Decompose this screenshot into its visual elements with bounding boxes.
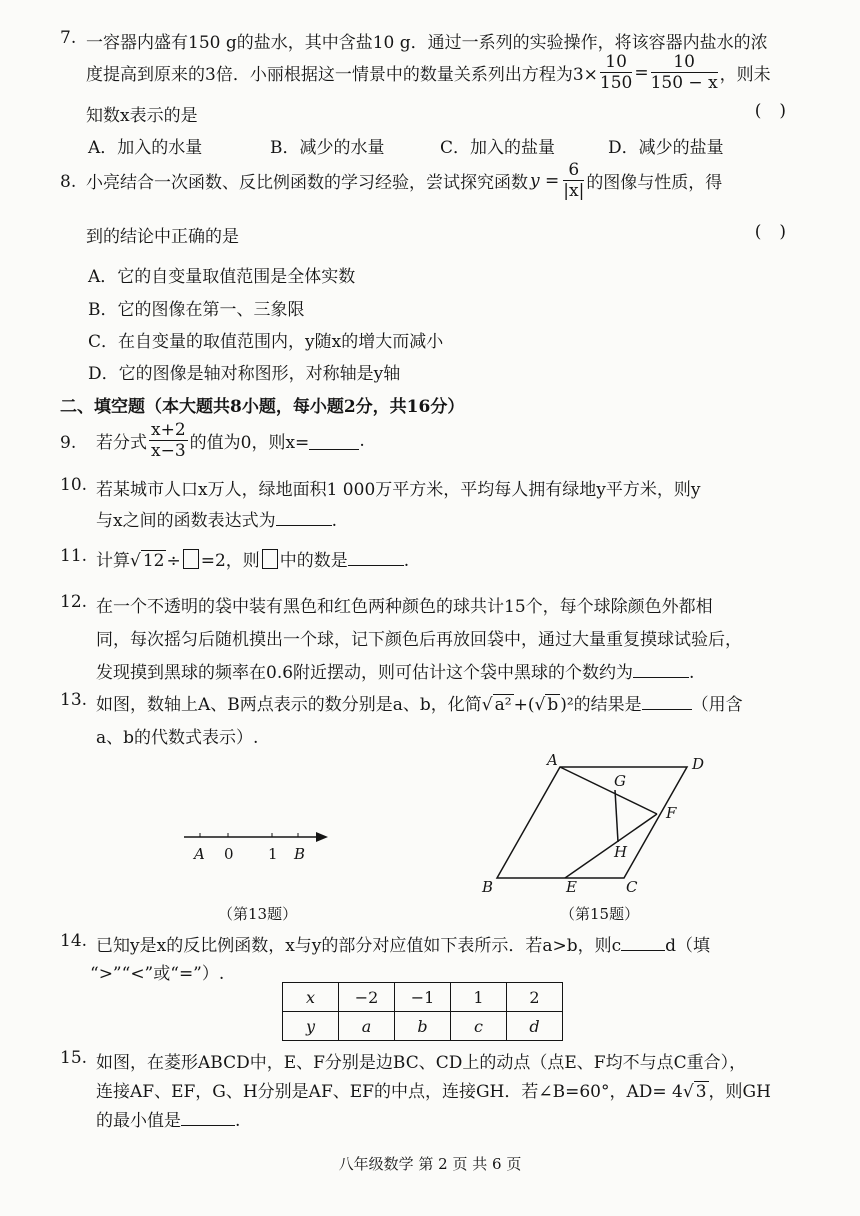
point-label-f: F bbox=[666, 804, 677, 822]
table-cell: −1 bbox=[395, 983, 451, 1012]
answer-blank[interactable] bbox=[642, 693, 692, 710]
denominator: x−3 bbox=[151, 441, 186, 461]
segment-ef bbox=[565, 814, 657, 878]
fraction bbox=[563, 160, 584, 201]
q15-line2: 连接AF、EF，G、H分别是AF、EF的中点，连接GH．若∠B=60°，AD= 4√ 3 ，则GH bbox=[96, 1082, 771, 1102]
q12-line3-text: 发现摸到黑球的频率在0.6附近摆动，则可估计这个袋中黑球的个数约为 bbox=[96, 663, 634, 683]
q7-line3: 知数x表示的是 bbox=[86, 106, 198, 126]
table-row bbox=[283, 1012, 563, 1041]
period: . bbox=[359, 430, 365, 451]
vertex-label-a: A bbox=[547, 751, 558, 769]
q15-text: 连接AF、EF，G、H分别是AF、EF的中点，连接GH．若∠B=60°，AD= 4 bbox=[96, 1082, 683, 1102]
q10-line1: 若某城市人口x万人，绿地面积1 000万平方米，平均每人拥有绿地y平方米，则y bbox=[96, 480, 701, 500]
radicand: b bbox=[547, 695, 559, 715]
unknown-box bbox=[262, 549, 278, 569]
q9-text-end: 的值为0，则x= bbox=[189, 433, 310, 453]
denominator: |x| bbox=[563, 181, 585, 201]
numerator: 6 bbox=[563, 160, 584, 181]
tick-label-1: 1 bbox=[268, 845, 278, 863]
unknown-box bbox=[183, 549, 199, 569]
answer-parentheses[interactable]: () bbox=[754, 222, 804, 242]
radicand: a² bbox=[494, 695, 512, 715]
question-number: 7. bbox=[60, 28, 77, 48]
page-footer: 八年级数学 第 2 页 共 6 页 bbox=[338, 1155, 522, 1173]
option-a[interactable]: A．加入的水量 bbox=[88, 138, 203, 158]
table-cell: −2 bbox=[339, 983, 395, 1012]
fraction bbox=[651, 52, 718, 93]
period: . bbox=[689, 663, 695, 683]
q9-text: 若分式 bbox=[96, 433, 147, 453]
figure-caption: （第15题） bbox=[560, 905, 640, 923]
q13-text-end: （用含 bbox=[691, 695, 743, 715]
value-table bbox=[282, 982, 563, 1041]
fraction bbox=[149, 420, 188, 461]
answer-blank[interactable] bbox=[348, 549, 404, 566]
q12-line2: 同，每次摇匀后随机摸出一个球，记下颜色后再放回袋中，通过大量重复摸球试验后， bbox=[96, 630, 742, 650]
question-number: 15. bbox=[60, 1048, 88, 1068]
answer-parentheses[interactable]: () bbox=[754, 101, 804, 121]
q10-line2-text: 与x之间的函数表达式为 bbox=[96, 511, 276, 531]
option-b[interactable]: B．它的图像在第一、三象限 bbox=[88, 300, 305, 320]
numerator: 10 bbox=[600, 52, 632, 73]
question-number: 10. bbox=[60, 475, 88, 495]
denominator: 150 bbox=[599, 73, 633, 93]
point-label-e: E bbox=[566, 878, 577, 896]
tick-label-0: 0 bbox=[224, 845, 234, 863]
q8-line1-end: 的图像与性质，得 bbox=[586, 173, 723, 193]
q12-line3 bbox=[96, 658, 694, 683]
q13-line2: a、b的代数式表示）. bbox=[96, 728, 259, 748]
q9-body bbox=[96, 420, 365, 461]
table-cell: 2 bbox=[507, 983, 563, 1012]
option-c[interactable]: C．加入的盐量 bbox=[440, 138, 556, 158]
denominator: 150 − x bbox=[650, 73, 718, 93]
option-c[interactable]: C．在自变量的取值范围内，y随x的增大而减小 bbox=[88, 332, 444, 352]
q14-line2: “>”“<”或“=”）. bbox=[90, 964, 225, 984]
q14-line1 bbox=[96, 931, 710, 956]
option-b[interactable]: B．减少的水量 bbox=[270, 138, 385, 158]
q12-line1: 在一个不透明的袋中装有黑色和红色两种颜色的球共计15个，每个球除颜色外都相 bbox=[96, 597, 713, 617]
segment-af bbox=[560, 767, 657, 814]
q7-line2-text: 度提高到原来的3倍．小丽根据这一情景中的数量关系列出方程为3× bbox=[86, 65, 598, 85]
option-d[interactable]: D．它的图像是轴对称图形，对称轴是y轴 bbox=[88, 364, 401, 384]
q13-text-mid: )²的结果是 bbox=[560, 695, 642, 715]
rhombus-abcd bbox=[497, 767, 687, 878]
radicand: 12 bbox=[142, 551, 165, 571]
q13-line1: 如图，数轴上A、B两点表示的数分别是a、b，化简√ a² +(√ b )²的结果是 （用含 bbox=[96, 695, 743, 715]
table-cell: 1 bbox=[451, 983, 507, 1012]
point-label-h: H bbox=[614, 843, 628, 861]
table-cell: c bbox=[451, 1012, 507, 1041]
q15-line1: 如图，在菱形ABCD中，E、F分别是边BC、CD上的动点（点E、F均不与点C重合）， bbox=[96, 1053, 747, 1073]
option-a[interactable]: A．它的自变量取值范围是全体实数 bbox=[88, 267, 356, 287]
fraction bbox=[600, 52, 632, 93]
q10-line2 bbox=[96, 506, 337, 531]
question-number: 12. bbox=[60, 592, 88, 612]
answer-blank[interactable] bbox=[181, 1109, 235, 1126]
segment-gh bbox=[615, 790, 618, 842]
period: . bbox=[331, 511, 337, 531]
divide-sign: ÷ bbox=[166, 551, 181, 571]
q8-line1 bbox=[86, 160, 722, 201]
function-lhs: y = bbox=[530, 170, 560, 191]
numerator: 10 bbox=[651, 52, 718, 73]
vertex-label-c: C bbox=[626, 878, 638, 896]
section-heading: 二、填空题（本大题共8小题，每小题2分，共16分） bbox=[60, 397, 465, 417]
q14-text-end: d（填 bbox=[665, 936, 711, 956]
question-number: 13. bbox=[60, 690, 88, 710]
figure-caption: （第13题） bbox=[218, 905, 298, 923]
period: . bbox=[235, 1111, 241, 1131]
radicand: 3 bbox=[695, 1082, 707, 1102]
numerator: x+2 bbox=[151, 420, 186, 440]
q11-text-mid: =2，则 bbox=[200, 551, 260, 571]
question-number: 8. bbox=[60, 172, 77, 192]
answer-blank[interactable] bbox=[621, 934, 665, 951]
question-number: 9. bbox=[60, 433, 77, 453]
q7-line2-end: ，则未 bbox=[719, 65, 771, 85]
q14-text: 已知y是x的反比例函数，x与y的部分对应值如下表所示．若a>b，则c bbox=[96, 936, 622, 956]
q8-line1-text: 小亮结合一次函数、反比例函数的学习经验，尝试探究函数 bbox=[86, 173, 528, 193]
table-cell: a bbox=[339, 1012, 395, 1041]
q11-body: 计算√ 12 ÷ =2，则 中的数是 . bbox=[96, 551, 410, 571]
point-label-a: A bbox=[194, 845, 205, 863]
q8-line2: 到的结论中正确的是 bbox=[86, 227, 239, 247]
table-cell: b bbox=[395, 1012, 451, 1041]
q7-line2 bbox=[86, 52, 771, 93]
answer-blank[interactable] bbox=[309, 431, 359, 450]
table-cell: y bbox=[283, 1012, 339, 1041]
arrow-head-icon bbox=[316, 832, 328, 842]
table-cell: x bbox=[283, 983, 339, 1012]
period: . bbox=[403, 551, 410, 571]
vertex-label-b: B bbox=[482, 878, 494, 896]
plus-paren: +( bbox=[513, 695, 535, 715]
q11-text-end: 中的数是 bbox=[279, 551, 348, 571]
q11-text: 计算 bbox=[96, 551, 130, 571]
answer-blank[interactable] bbox=[633, 661, 689, 678]
equals-sign: = bbox=[634, 62, 649, 83]
vertex-label-d: D bbox=[692, 755, 705, 773]
q13-text: 如图，数轴上A、B两点表示的数分别是a、b，化简 bbox=[96, 695, 482, 715]
table-row bbox=[283, 983, 563, 1012]
answer-blank[interactable] bbox=[276, 509, 332, 526]
point-label-g: G bbox=[614, 772, 626, 790]
table-cell: d bbox=[507, 1012, 563, 1041]
q15-line3 bbox=[96, 1106, 240, 1131]
q15-line3-text: 的最小值是 bbox=[96, 1111, 181, 1131]
question-number: 11. bbox=[60, 546, 88, 566]
point-label-b: B bbox=[294, 845, 306, 863]
option-d[interactable]: D．减少的盐量 bbox=[608, 138, 724, 158]
q15-text-end: ，则GH bbox=[708, 1082, 771, 1102]
q7-line1: 一容器内盛有150 g的盐水，其中含盐10 g．通过一系列的实验操作，将该容器内盐水的浓 bbox=[86, 33, 768, 53]
question-number: 14. bbox=[60, 931, 88, 951]
